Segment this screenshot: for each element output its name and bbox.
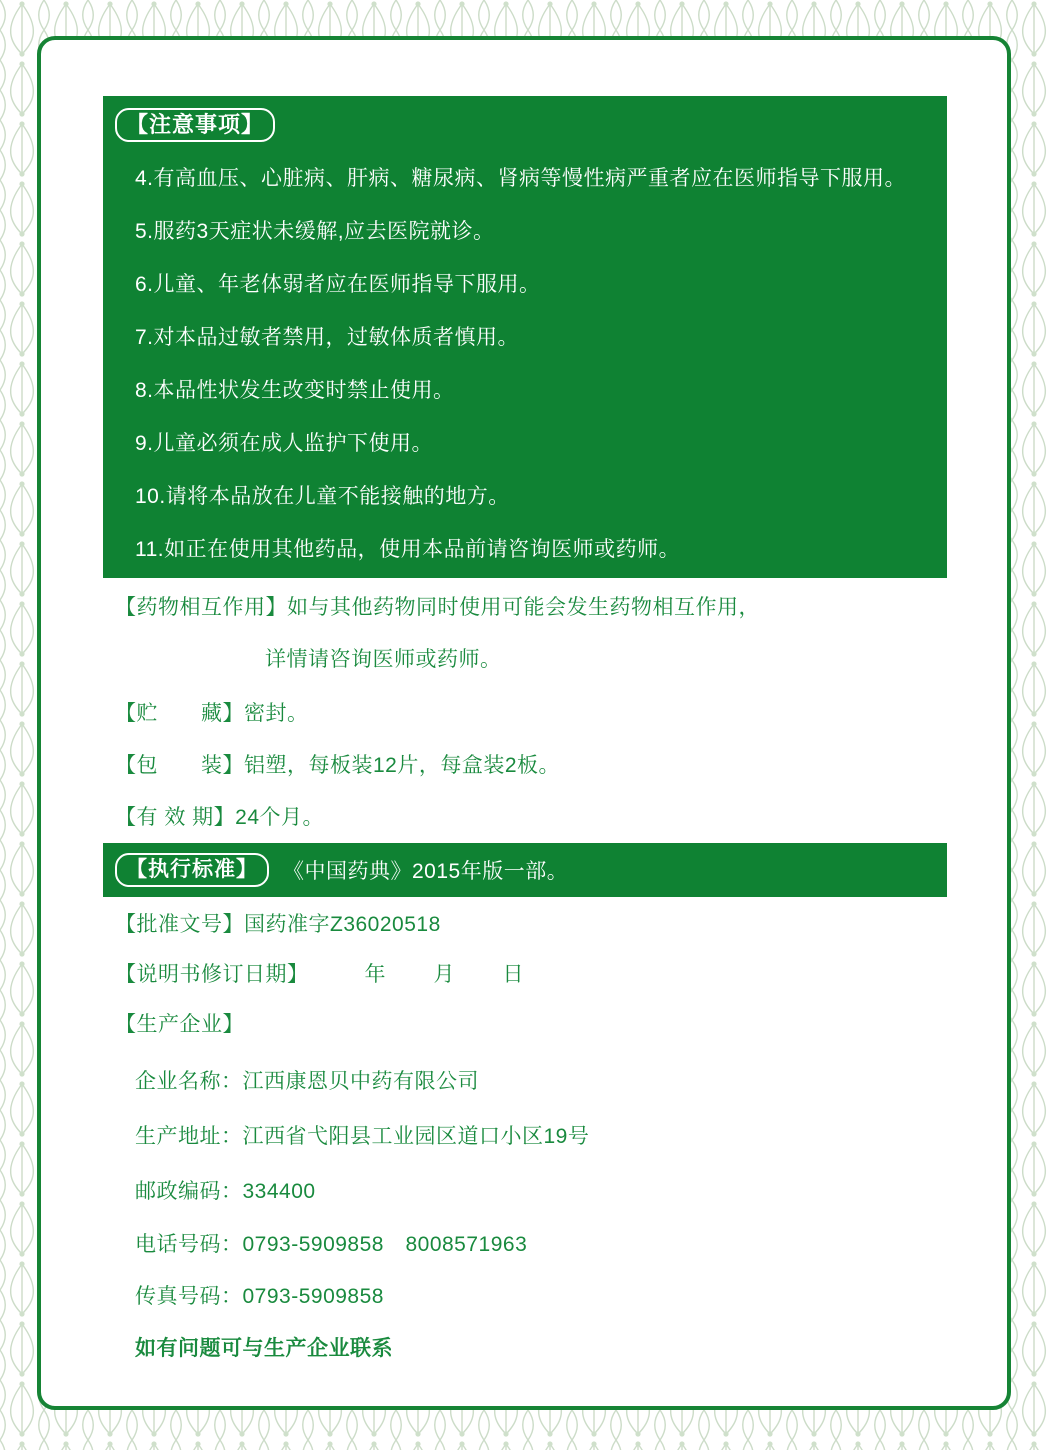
storage-line xyxy=(115,702,309,725)
precautions-list xyxy=(135,168,931,592)
interaction-label: 【药物相互作用】 xyxy=(115,596,287,619)
company-postcode-line xyxy=(135,1180,316,1203)
storage-text: 密封。 xyxy=(244,702,309,725)
company-phone-label: 电话号码： xyxy=(135,1233,243,1256)
precaution-item: 6.儿童、年老体弱者应在医师指导下服用。 xyxy=(135,273,541,296)
precaution-item: 7.对本品过敏者禁用，过敏体质者慎用。 xyxy=(135,326,520,349)
company-phone-value: 0793-5909858 8008571963 xyxy=(242,1233,528,1256)
interaction-text-2: 详情请咨询医师或药师。 xyxy=(265,648,502,671)
company-fax-line xyxy=(135,1285,384,1308)
company-phone-line xyxy=(135,1233,527,1256)
interaction-line xyxy=(115,596,760,619)
precautions-section xyxy=(103,96,947,578)
revision-line xyxy=(115,963,526,986)
packaging-label: 【包 装】 xyxy=(115,754,244,777)
revision-text: 年 月 日 xyxy=(364,963,526,986)
validity-line xyxy=(115,806,324,829)
company-address-line xyxy=(135,1125,589,1148)
company-fax-label: 传真号码： xyxy=(135,1285,243,1308)
validity-label: 【有 效 期】 xyxy=(115,806,236,829)
approval-line xyxy=(115,913,441,936)
precaution-item: 9.儿童必须在成人监护下使用。 xyxy=(135,432,434,455)
leaflet-frame xyxy=(37,36,1011,1410)
precautions-heading: 【注意事项】 xyxy=(115,108,275,142)
revision-label: 【说明书修订日期】 xyxy=(115,963,309,986)
standard-heading: 【执行标准】 xyxy=(115,853,269,887)
company-address-value: 江西省弋阳县工业园区道口小区19号 xyxy=(242,1125,590,1148)
precaution-item: 8.本品性状发生改变时禁止使用。 xyxy=(135,379,455,402)
approval-text: 国药准字Z36020518 xyxy=(244,913,441,936)
precaution-item: 4.有高血压、心脏病、肝病、糖尿病、肾病等慢性病严重者应在医师指导下服用。 xyxy=(135,167,907,190)
packaging-line xyxy=(115,754,560,777)
standard-text: 《中国药典》2015年版一部。 xyxy=(283,860,569,883)
approval-label: 【批准文号】 xyxy=(115,913,244,936)
company-name-line xyxy=(135,1070,479,1093)
company-fax-value: 0793-5909858 xyxy=(242,1285,384,1308)
precaution-item: 10.请将本品放在儿童不能接触的地方。 xyxy=(135,485,510,508)
company-name-label: 企业名称： xyxy=(135,1070,243,1093)
precaution-item: 5.服药3天症状未缓解,应去医院就诊。 xyxy=(135,220,495,243)
company-postcode-value: 334400 xyxy=(242,1180,316,1203)
packaging-text: 铝塑，每板装12片，每盒装2板。 xyxy=(244,754,561,777)
company-name-value: 江西康恩贝中药有限公司 xyxy=(242,1070,479,1093)
contact-note: 如有问题可与生产企业联系 xyxy=(135,1337,393,1360)
company-postcode-label: 邮政编码： xyxy=(135,1180,243,1203)
precaution-item: 11.如正在使用其他药品，使用本品前请咨询医师或药师。 xyxy=(135,538,681,561)
interaction-text: 如与其他药物同时使用可能会发生药物相互作用， xyxy=(287,596,760,619)
storage-label: 【贮 藏】 xyxy=(115,702,244,725)
standard-section xyxy=(103,843,947,897)
manufacturer-heading: 【生产企业】 xyxy=(115,1013,244,1036)
validity-text: 24个月。 xyxy=(235,806,325,829)
interaction-line-2 xyxy=(265,648,502,671)
company-address-label: 生产地址： xyxy=(135,1125,243,1148)
